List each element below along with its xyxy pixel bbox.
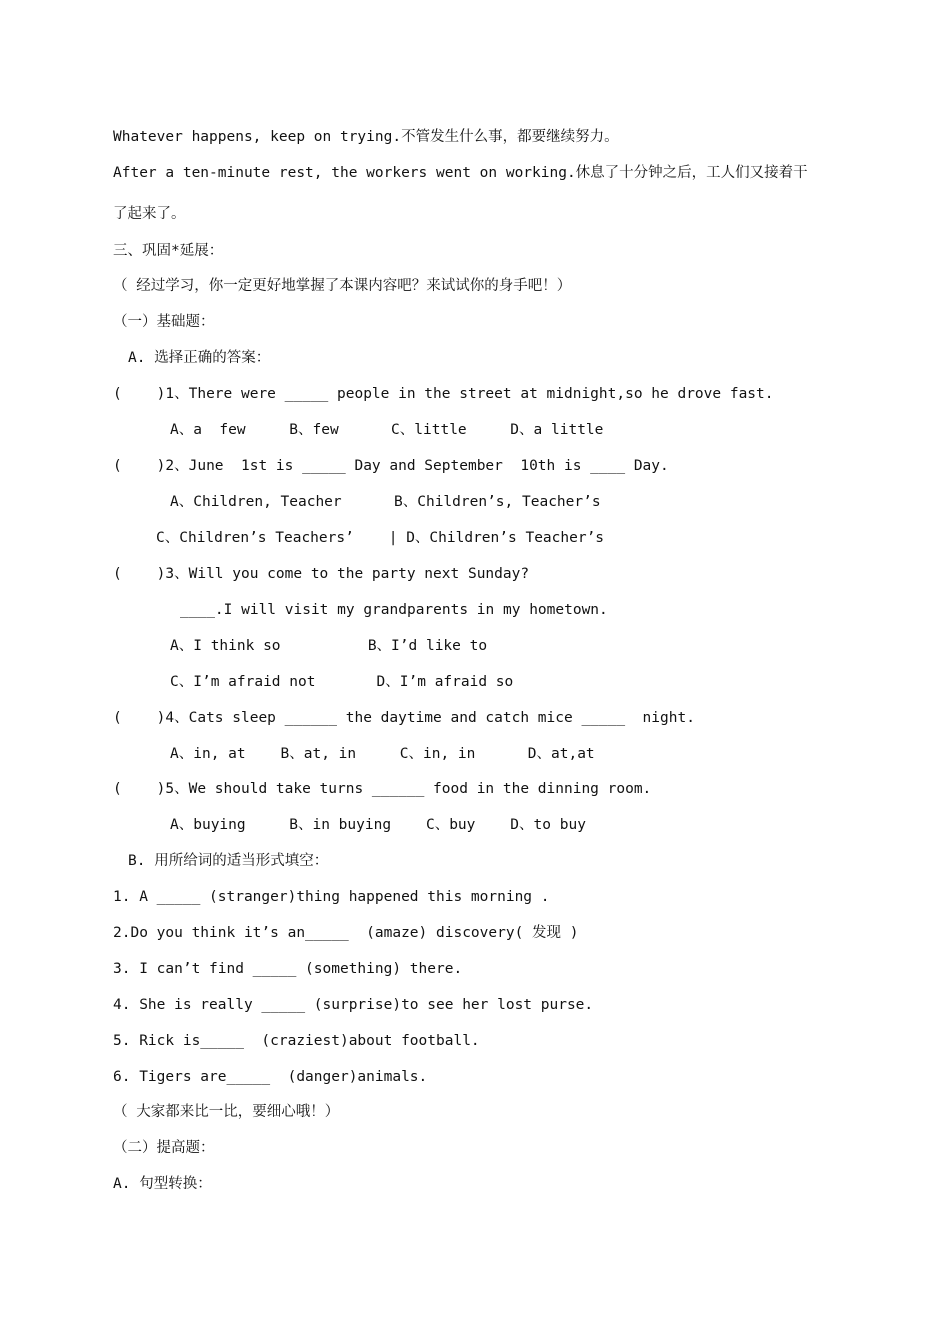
intro-text: （ 经过学习，你一定更好地掌握了本课内容吧？来试试你的身手吧！） [113, 278, 572, 294]
question-1: ( )1、There were _____ people in the street at midnight,so he drove fast. [113, 386, 774, 402]
question-3-reply: ____.I will visit my grandparents in my hometown. [180, 602, 608, 618]
question-3-options-2: C、I’m afraid not D、I’m afraid so [170, 674, 514, 690]
basic-heading: （一）基础题： [113, 314, 215, 330]
fill-item-3: 3. I can’t find _____ (something) there. [113, 961, 463, 977]
encourage-text: （ 大家都来比一比，要细心哦！） [113, 1104, 340, 1120]
question-4-options: A、in, at B、at, in C、in, in D、at,at [170, 746, 595, 762]
question-5: ( )5、We should take turns ______ food in the dinning room. [113, 781, 652, 797]
part-a-title: A. 选择正确的答案： [128, 350, 271, 366]
question-3: ( )3、Will you come to the party next Sunday? [113, 566, 530, 582]
section-heading: 三、巩固*延展： [113, 243, 224, 259]
question-4: ( )4、Cats sleep ______ the daytime and catch mice _____ night. [113, 710, 695, 726]
question-2-options-2: C、Children’s Teachers’ | D、Children’s Teacher’s [156, 530, 605, 546]
fill-item-2: 2.Do you think it’s an_____ (amaze) discovery( 发现 ) [113, 925, 579, 941]
fill-item-4: 4. She is really _____ (surprise)to see her lost purse. [113, 997, 594, 1013]
advanced-heading: （二）提高题： [113, 1140, 215, 1156]
fill-item-1: 1. A _____ (stranger)thing happened this morning . [113, 889, 550, 905]
question-2-options-1: A、Children, Teacher B、Children’s, Teacher’s [170, 494, 601, 510]
part-b-title: B. 用所给词的适当形式填空： [128, 853, 329, 869]
example-sentence-2-cont: 了起来了。 [113, 206, 186, 222]
fill-item-5: 5. Rick is_____ (craziest)about football. [113, 1033, 480, 1049]
example-sentence-1: Whatever happens, keep on trying.不管发生什么事，都要继续努力。 [113, 129, 619, 145]
fill-item-6: 6. Tigers are_____ (danger)animals. [113, 1069, 428, 1085]
question-2: ( )2、June 1st is _____ Day and September 10th is ____ Day. [113, 458, 669, 474]
example-sentence-2: After a ten-minute rest, the workers went on working.休息了十分钟之后，工人们又接着干 [113, 165, 808, 181]
question-3-options-1: A、I think so B、I’d like to [170, 638, 488, 654]
part-a2-title: A. 句型转换： [113, 1176, 212, 1192]
question-5-options: A、buying B、in buying C、buy D、to buy [170, 817, 586, 833]
question-1-options: A、a few B、few C、little D、a little [170, 422, 604, 438]
